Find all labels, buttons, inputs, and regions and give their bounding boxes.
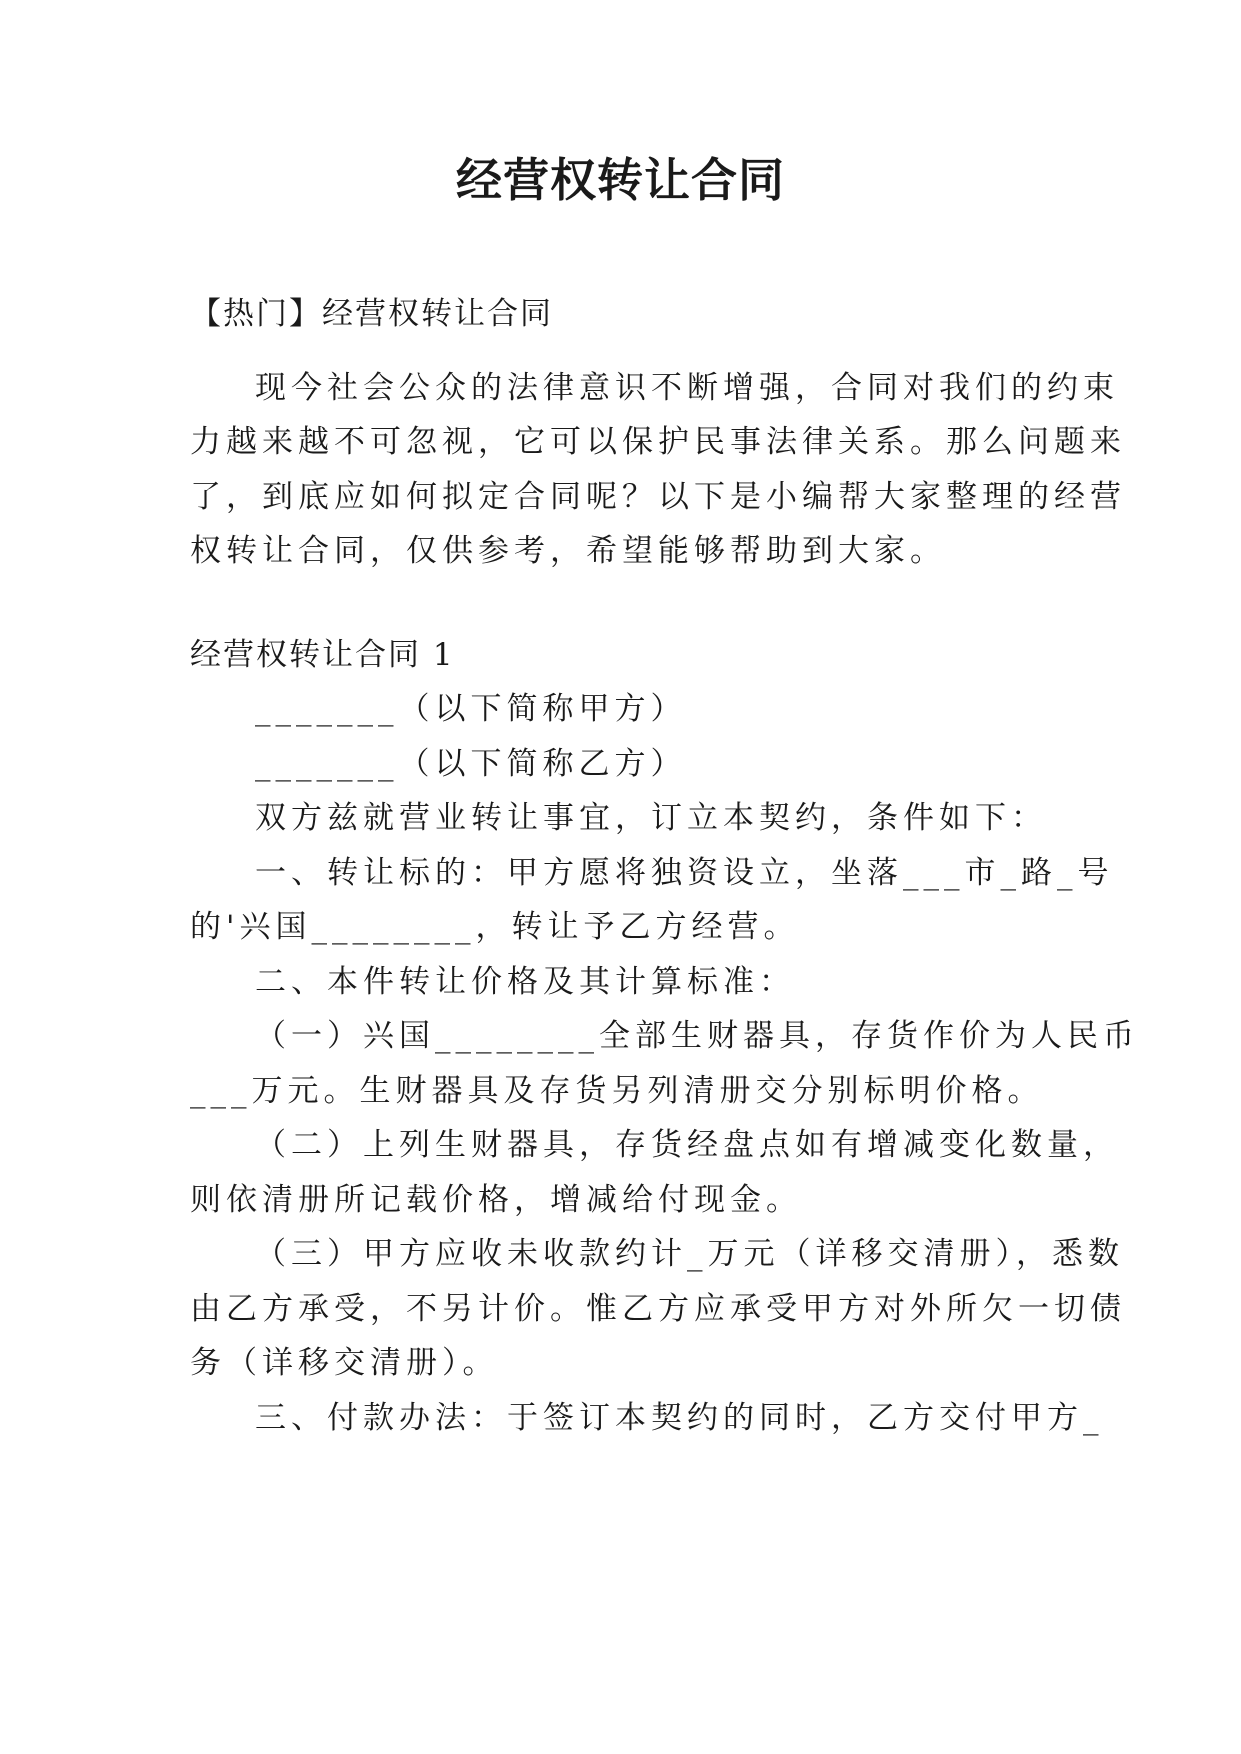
body-line: 由乙方承受，不另计价。惟乙方应承受甲方对外所欠一切债 bbox=[190, 1291, 1126, 1327]
body-line: 则依清册所记载价格，增减给付现金。 bbox=[190, 1182, 802, 1218]
body-line: ___万元。生财器具及存货另列清册交分别标明价格。 bbox=[190, 1073, 1044, 1109]
body-line: （二）上列生财器具，存货经盘点如有增减变化数量， bbox=[255, 1127, 1119, 1163]
document-title: 经营权转让合同 bbox=[456, 153, 785, 207]
body-line: 的'兴国________，转让予乙方经营。 bbox=[190, 909, 800, 945]
body-line: 三、付款办法：于签订本契约的同时，乙方交付甲方_ bbox=[255, 1400, 1104, 1436]
body-line: 务（详移交清册）。 bbox=[190, 1345, 499, 1381]
section-heading: 经营权转让合同 1 bbox=[190, 637, 455, 673]
body-line: _______（以下简称甲方） bbox=[255, 691, 687, 727]
body-line: 二、本件转让价格及其计算标准： bbox=[255, 964, 795, 1000]
body-line: _______（以下简称乙方） bbox=[255, 746, 687, 782]
body-line: （三）甲方应收未收款约计_万元（详移交清册），悉数 bbox=[255, 1236, 1124, 1272]
intro-line: 权转让合同，仅供参考，希望能够帮助到大家。 bbox=[190, 533, 946, 569]
intro-line: 力越来越不可忽视，它可以保护民事法律关系。那么问题来 bbox=[190, 424, 1126, 460]
body-line: （一）兴国________全部生财器具，存货作价为人民币 bbox=[255, 1018, 1139, 1054]
document-subtitle: 【热门】经营权转让合同 bbox=[190, 296, 553, 332]
body-line: 一、转让标的：甲方愿将独资设立，坐落___市_路_号 bbox=[255, 855, 1114, 891]
intro-line: 现今社会公众的法律意识不断增强，合同对我们的约束 bbox=[255, 370, 1119, 406]
body-line: 双方兹就营业转让事宜，订立本契约，条件如下： bbox=[255, 800, 1047, 836]
intro-line: 了，到底应如何拟定合同呢？以下是小编帮大家整理的经营 bbox=[190, 479, 1126, 515]
